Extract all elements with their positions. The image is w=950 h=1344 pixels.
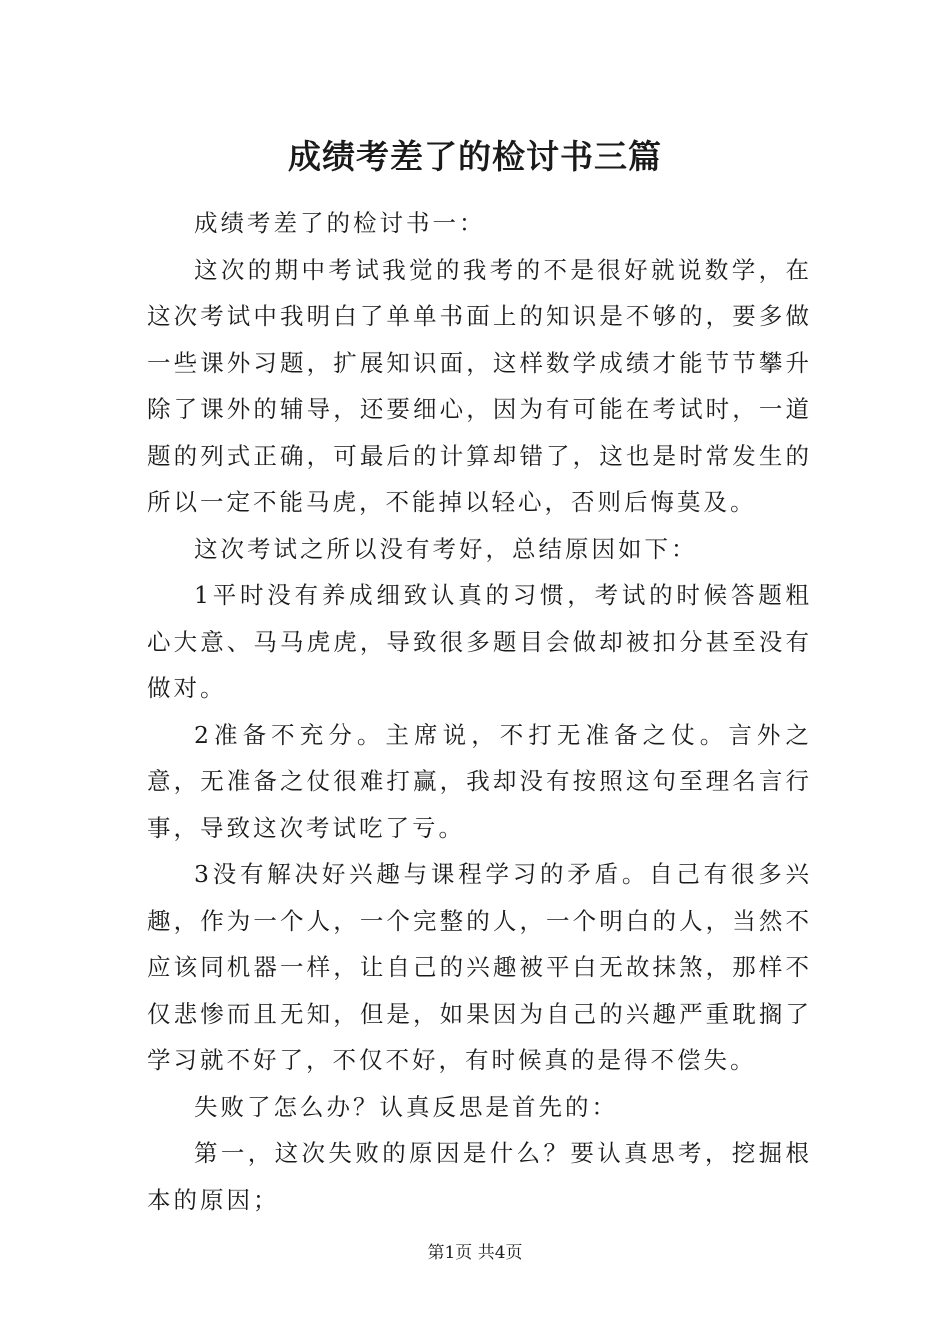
paragraph-3: 这次考试之所以没有考好，总结原因如下：	[194, 534, 698, 563]
document-title: 成绩考差了的检讨书三篇	[288, 137, 662, 176]
paragraph-2: 这次的期中考试我觉的我考的不是很好就说数学，在这次考试中我明白了单单书面上的知识是不够的，要多做一些课外习题，扩展知识面，这样数学成绩才能节节攀升除了课外的辅导，还要细心，因为有可能在考试时，一道题的列式正确，可最后的计算却错了，这也是时常发生的所以一定不能马虎，不能掉以轻心，否则后悔莫及。	[147, 255, 812, 516]
page-footer: 第1页 共4页	[427, 1243, 523, 1263]
paragraph-8: 第一，这次失败的原因是什么？要认真思考，挖掘根本的原因；	[147, 1139, 812, 1214]
paragraph-5: 2准备不充分。主席说，不打无准备之仗。言外之意，无准备之仗很难打赢，我却没有按照这句至理名言行事，导致这次考试吃了亏。	[147, 720, 812, 842]
paragraph-6: 3没有解决好兴趣与课程学习的矛盾。自己有很多兴趣，作为一个人，一个完整的人，一个明白的人，当然不应该同机器一样，让自己的兴趣被平白无故抹煞，那样不仅悲惨而且无知，但是，如果因为自己的兴趣严重耽搁了学习就不好了，不仅不好，有时候真的是得不偿失。	[147, 860, 812, 1074]
paragraph-7: 失败了怎么办？认真反思是首先的：	[194, 1092, 618, 1121]
paragraph-1: 成绩考差了的检讨书一：	[194, 209, 486, 237]
paragraph-4: 1平时没有养成细致认真的习惯，考试的时候答题粗心大意、马马虎虎，导致很多题目会做却被扣分甚至没有做对。	[147, 581, 812, 702]
document-body	[147, 200, 812, 1223]
